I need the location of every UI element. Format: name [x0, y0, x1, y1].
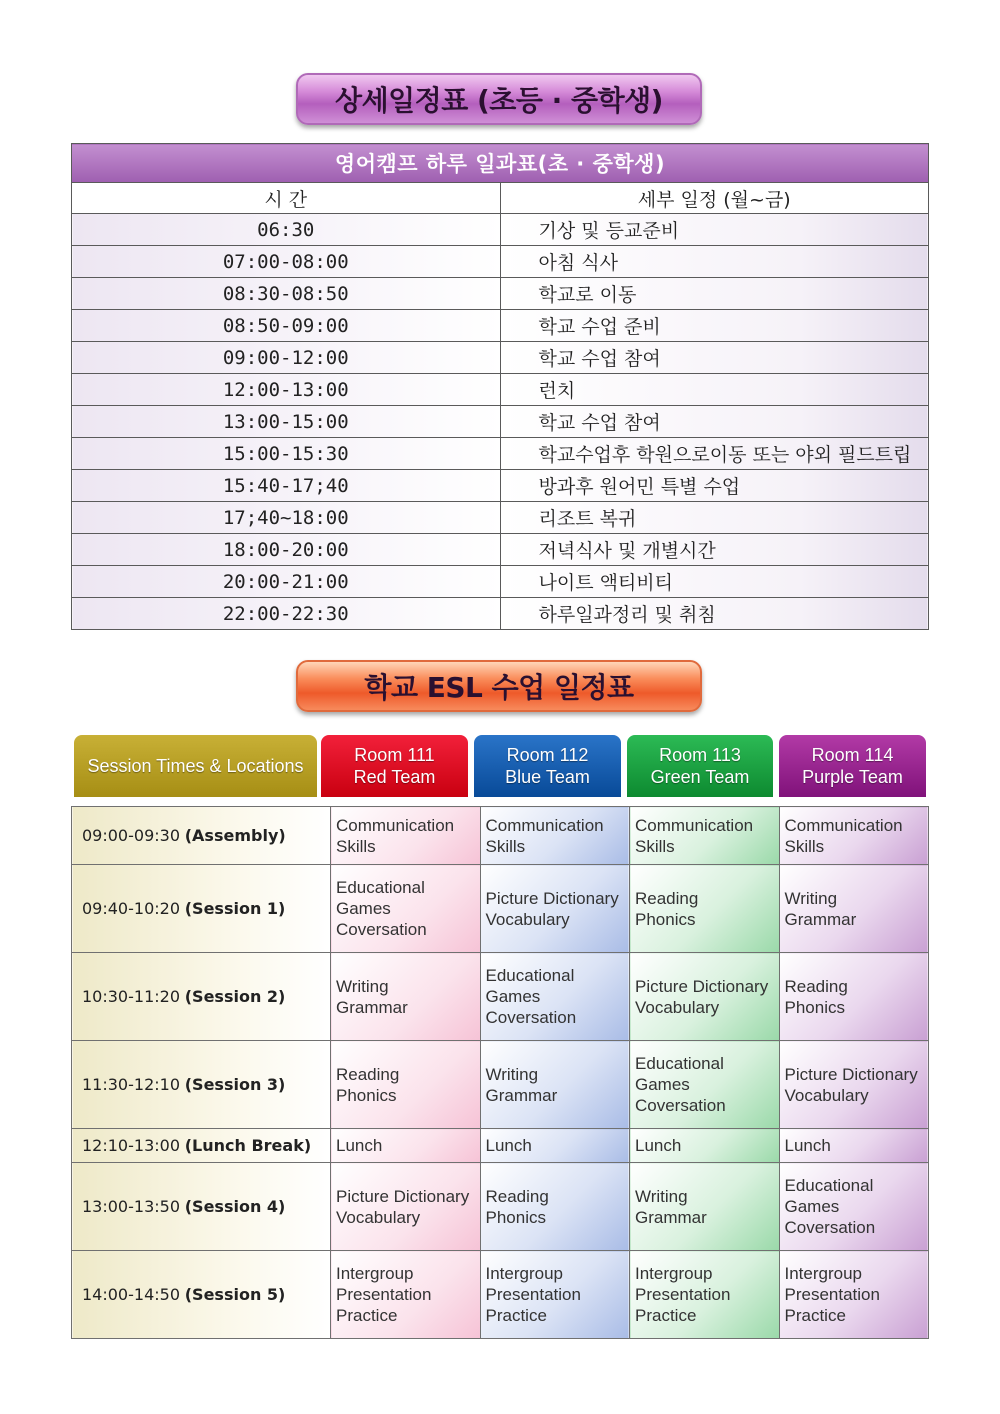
schedule-row — [72, 470, 929, 502]
class-cell — [630, 953, 780, 1041]
room-112-header — [474, 735, 621, 797]
class-line: Picture Dictionary — [784, 1064, 918, 1084]
class-line: Lunch — [784, 1136, 831, 1155]
class-line: Communication — [485, 815, 604, 835]
esl-title: 학교 ESL 수업 일정표 — [296, 660, 702, 712]
session-name: (Assembly) — [184, 825, 286, 845]
session-time-cell — [72, 1163, 331, 1251]
class-line: Writing — [784, 888, 838, 908]
class-line: Games — [485, 987, 541, 1006]
class-line: Grammar — [635, 1207, 707, 1227]
daily-schedule-table — [71, 143, 929, 630]
class-cell — [630, 1129, 780, 1163]
schedule-row — [72, 502, 929, 534]
class-line: Communication — [784, 815, 903, 835]
class-cell — [630, 1251, 780, 1339]
schedule-time: 07:00-08:00 — [72, 246, 501, 278]
session-time-cell — [72, 807, 331, 865]
schedule-time: 15:00-15:30 — [72, 438, 501, 470]
class-line: Coversation — [485, 1008, 577, 1027]
class-line: Writing — [485, 1064, 539, 1084]
room-label: Room 113 — [659, 745, 741, 765]
class-line: Phonics — [485, 1207, 546, 1227]
class-line: Reading — [635, 888, 699, 908]
schedule-time: 13:00-15:00 — [72, 406, 501, 438]
class-cell — [331, 865, 481, 953]
schedule-activity: 기상 및 등교준비 — [500, 214, 929, 246]
schedule-activity: 방과후 원어민 특별 수업 — [500, 470, 929, 502]
class-line: Vocabulary — [485, 909, 570, 929]
class-line: Coversation — [635, 1096, 726, 1115]
class-line: Practice — [635, 1306, 697, 1325]
class-line: Educational — [336, 878, 425, 897]
session-name: (Session 2) — [184, 986, 286, 1006]
class-line: Educational — [784, 1176, 874, 1195]
schedule-time: 20:00-21:00 — [72, 566, 501, 598]
schedule-row — [72, 566, 929, 598]
class-line: Practice — [485, 1306, 547, 1325]
class-line: Phonics — [784, 997, 845, 1017]
class-line: Reading — [485, 1186, 549, 1206]
class-line: Games — [635, 1075, 690, 1094]
schedule-time: 17;40~18:00 — [72, 502, 501, 534]
class-line: Intergroup — [336, 1264, 414, 1283]
class-line: Intergroup — [635, 1264, 713, 1283]
team-label: Purple Team — [802, 767, 903, 787]
team-label: Blue Team — [505, 767, 590, 787]
esl-schedule-table — [71, 806, 929, 1339]
class-cell — [630, 807, 780, 865]
schedule-time: 09:00-12:00 — [72, 342, 501, 374]
class-line: Educational — [635, 1054, 724, 1073]
team-label: Red Team — [353, 767, 436, 787]
schedule-row — [72, 374, 929, 406]
session-time: 10:30-11:20 — [82, 986, 180, 1006]
session-name: (Session 3) — [184, 1074, 286, 1094]
class-line: Skills — [784, 836, 825, 856]
schedule-activity: 학교로 이동 — [500, 278, 929, 310]
daily-table-header: 영어캠프 하루 일과표(초 · 중학생) — [72, 144, 929, 183]
class-line: Grammar — [336, 997, 408, 1017]
class-line: Picture Dictionary — [635, 976, 769, 996]
team-label: Green Team — [650, 767, 750, 787]
schedule-row — [72, 438, 929, 470]
class-cell — [779, 1163, 929, 1251]
schedule-time: 06:30 — [72, 214, 501, 246]
class-cell — [331, 807, 481, 865]
class-line: Practice — [336, 1306, 398, 1325]
class-cell — [779, 807, 929, 865]
class-cell — [480, 1041, 630, 1129]
class-line: Phonics — [336, 1085, 397, 1105]
session-times-header — [74, 735, 317, 797]
class-cell — [630, 865, 780, 953]
class-line: Phonics — [635, 909, 696, 929]
class-cell — [331, 1251, 481, 1339]
room-113-header — [627, 735, 773, 797]
class-line: Picture Dictionary — [336, 1186, 470, 1206]
session-time: 12:10-13:00 — [82, 1135, 180, 1155]
session-time-cell — [72, 1129, 331, 1163]
class-cell — [779, 953, 929, 1041]
schedule-activity: 아침 식사 — [500, 246, 929, 278]
class-cell — [779, 865, 929, 953]
schedule-row — [72, 214, 929, 246]
room-114-header — [779, 735, 926, 797]
room-label: Room 114 — [811, 745, 894, 765]
schedule-row — [72, 534, 929, 566]
schedule-time: 15:40-17;40 — [72, 470, 501, 502]
class-cell — [779, 1129, 929, 1163]
schedule-time: 22:00-22:30 — [72, 598, 501, 630]
class-line: Grammar — [485, 1085, 558, 1105]
session-row — [72, 1251, 929, 1339]
session-name: (Session 4) — [184, 1196, 286, 1216]
schedule-time: 08:30-08:50 — [72, 278, 501, 310]
class-cell — [480, 807, 630, 865]
schedule-activity: 런치 — [500, 374, 929, 406]
time-column-header: 시 간 — [72, 183, 501, 214]
class-line: Writing — [635, 1186, 688, 1206]
schedule-activity: 나이트 액티비티 — [500, 566, 929, 598]
class-cell — [779, 1251, 929, 1339]
class-line: Writing — [336, 976, 389, 996]
class-line: Vocabulary — [784, 1085, 869, 1105]
class-cell — [331, 1041, 481, 1129]
session-row — [72, 1041, 929, 1129]
schedule-row — [72, 406, 929, 438]
class-line: Reading — [336, 1064, 400, 1084]
class-line: Presentation — [485, 1285, 581, 1304]
session-row — [72, 865, 929, 953]
class-line: Presentation — [336, 1285, 432, 1304]
class-cell — [331, 1129, 481, 1163]
session-name: (Session 5) — [184, 1284, 286, 1304]
class-cell — [331, 953, 481, 1041]
class-line: Lunch — [635, 1136, 682, 1155]
class-line: Vocabulary — [336, 1207, 421, 1227]
class-cell — [779, 1041, 929, 1129]
class-cell — [480, 1251, 630, 1339]
schedule-row — [72, 342, 929, 374]
class-line: Presentation — [635, 1285, 731, 1304]
class-line: Coversation — [784, 1218, 876, 1237]
class-line: Grammar — [784, 909, 857, 929]
class-line: Skills — [485, 836, 526, 856]
schedule-row — [72, 278, 929, 310]
schedule-activity: 학교 수업 참여 — [500, 342, 929, 374]
session-time: 13:00-13:50 — [82, 1196, 180, 1216]
class-cell — [480, 865, 630, 953]
session-name: (Session 1) — [184, 898, 286, 918]
session-time: 09:00-09:30 — [82, 825, 180, 845]
class-cell — [331, 1163, 481, 1251]
session-times-label: Session Times & Locations — [87, 756, 304, 776]
class-line: Presentation — [784, 1285, 880, 1304]
class-cell — [480, 1163, 630, 1251]
schedule-row — [72, 598, 929, 630]
schedule-row — [72, 310, 929, 342]
schedule-title: 상세일정표 (초등 · 중학생) — [296, 73, 702, 125]
class-cell — [480, 1129, 630, 1163]
schedule-activity: 저녁식사 및 개별시간 — [500, 534, 929, 566]
class-line: Picture Dictionary — [485, 888, 619, 908]
session-time: 09:40-10:20 — [82, 898, 180, 918]
class-line: Games — [784, 1197, 840, 1216]
session-name: (Lunch Break) — [184, 1135, 312, 1155]
class-line: Communication — [635, 815, 754, 835]
schedule-row — [72, 246, 929, 278]
schedule-activity: 하루일과정리 및 취침 — [500, 598, 929, 630]
class-line: Intergroup — [784, 1264, 862, 1283]
schedule-time: 08:50-09:00 — [72, 310, 501, 342]
schedule-time: 12:00-13:00 — [72, 374, 501, 406]
room-label: Room 111 — [354, 745, 435, 765]
class-line: Skills — [336, 836, 376, 856]
class-line: Reading — [784, 976, 848, 996]
class-cell — [630, 1041, 780, 1129]
schedule-activity: 리조트 복귀 — [500, 502, 929, 534]
class-line: Vocabulary — [635, 997, 720, 1017]
schedule-activity: 학교 수업 준비 — [500, 310, 929, 342]
schedule-activity: 학교수업후 학원으로이동 또는 야외 필드트립 — [500, 438, 929, 470]
class-line: Coversation — [336, 920, 427, 939]
class-line: Intergroup — [485, 1264, 563, 1283]
session-time-cell — [72, 953, 331, 1041]
session-time-cell — [72, 1251, 331, 1339]
class-line: Lunch — [485, 1136, 532, 1155]
session-row — [72, 1163, 929, 1251]
schedule-time: 18:00-20:00 — [72, 534, 501, 566]
class-cell — [480, 953, 630, 1041]
class-line: Communication — [336, 815, 455, 835]
session-time-cell — [72, 1041, 331, 1129]
session-row — [72, 953, 929, 1041]
room-label: Room 112 — [506, 745, 589, 765]
room-111-header — [321, 735, 468, 797]
class-line: Lunch — [336, 1136, 383, 1155]
session-time: 11:30-12:10 — [82, 1074, 180, 1094]
class-line: Games — [336, 899, 391, 918]
class-line: Educational — [485, 966, 575, 985]
session-time-cell — [72, 865, 331, 953]
session-row — [72, 1129, 929, 1163]
class-line: Practice — [784, 1306, 846, 1325]
class-cell — [630, 1163, 780, 1251]
detail-column-header: 세부 일정 (월~금) — [500, 183, 929, 214]
session-row — [72, 807, 929, 865]
session-time: 14:00-14:50 — [82, 1284, 180, 1304]
schedule-activity: 학교 수업 참여 — [500, 406, 929, 438]
class-line: Skills — [635, 836, 675, 856]
